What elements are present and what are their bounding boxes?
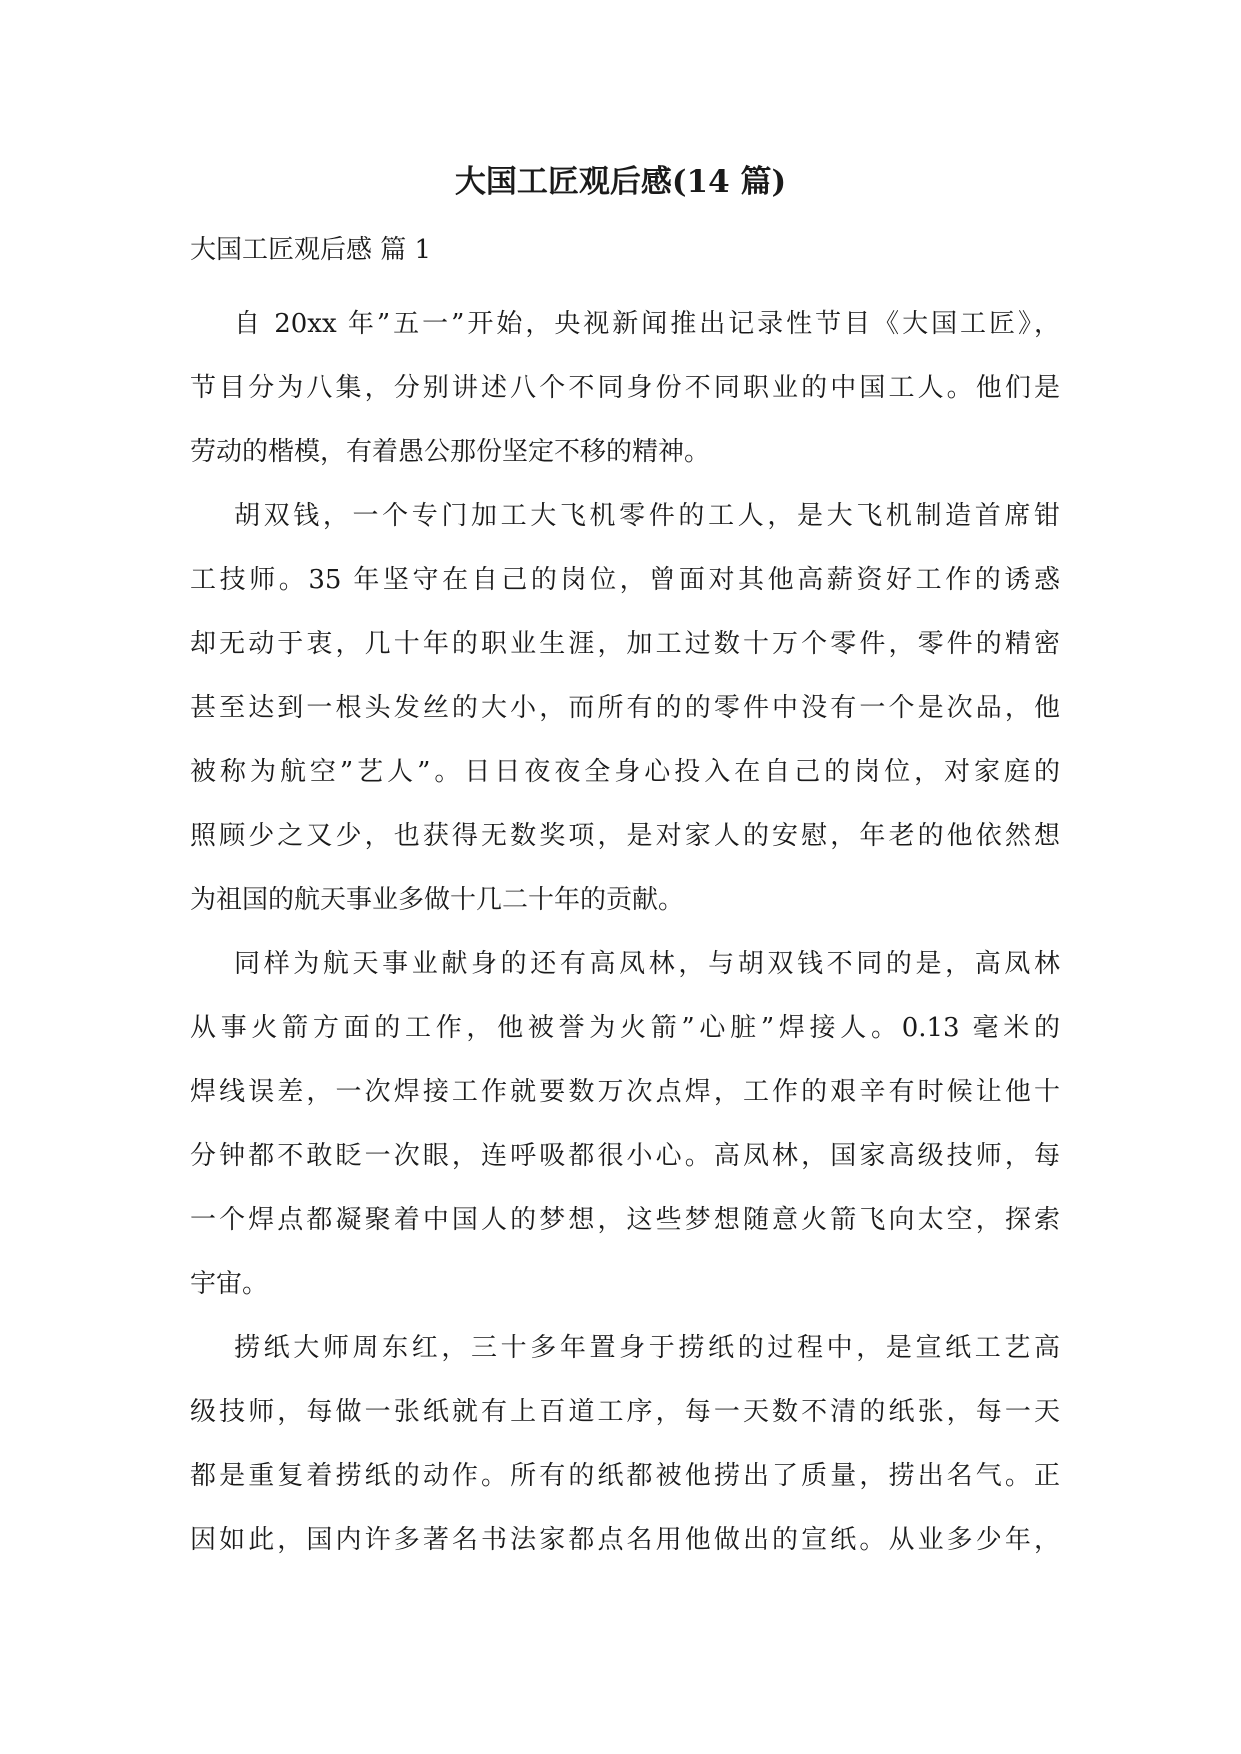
text-line: 都是重复着捞纸的动作。所有的纸都被他捞出了质量，捞出名气。正 — [190, 1461, 1060, 1491]
text-line: 因如此，国内许多著名书法家都点名用他做出的宣纸。从业多少年， — [190, 1525, 1060, 1555]
text-line: 胡双钱，一个专门加工大飞机零件的工人，是大飞机制造首席钳 — [234, 501, 1060, 531]
text-line: 级技师，每做一张纸就有上百道工序，每一天数不清的纸张，每一天 — [190, 1397, 1060, 1427]
text-line: 工技师。35 年坚守在自己的岗位，曾面对其他高薪资好工作的诱惑 — [190, 565, 1060, 595]
paragraph-3 — [190, 932, 1060, 1316]
section-heading: 大国工匠观后感 篇 1 — [190, 235, 432, 265]
text-line: 宇宙。 — [190, 1269, 269, 1299]
text-line: 分钟都不敢眨一次眼，连呼吸都很小心。高凤林，国家高级技师，每 — [190, 1141, 1060, 1171]
paragraph-2 — [190, 484, 1060, 932]
text-line: 捞纸大师周东红，三十多年置身于捞纸的过程中，是宣纸工艺高 — [234, 1333, 1060, 1363]
text-line: 为祖国的航天事业多做十几二十年的贡献。 — [190, 885, 685, 915]
text-line: 节目分为八集，分别讲述八个不同身份不同职业的中国工人。他们是 — [190, 373, 1060, 403]
paragraph-4 — [190, 1316, 1060, 1572]
text-line: 却无动于衷，几十年的职业生涯，加工过数十万个零件，零件的精密 — [190, 629, 1060, 659]
text-line: 甚至达到一根头发丝的大小，而所有的的零件中没有一个是次品，他 — [190, 693, 1060, 723]
paragraph-1 — [190, 292, 1060, 484]
document-body — [190, 292, 1060, 1572]
text-line: 被称为航空”艺人”。日日夜夜全身心投入在自己的岗位，对家庭的 — [190, 757, 1060, 787]
text-line: 同样为航天事业献身的还有高凤林，与胡双钱不同的是，高凤林 — [234, 949, 1060, 979]
text-line: 从事火箭方面的工作，他被誉为火箭”心脏”焊接人。0.13 毫米的 — [190, 1013, 1060, 1043]
text-line: 劳动的楷模，有着愚公那份坚定不移的精神。 — [190, 437, 711, 467]
text-line: 照顾少之又少，也获得无数奖项，是对家人的安慰，年老的他依然想 — [190, 821, 1060, 851]
text-line: 一个焊点都凝聚着中国人的梦想，这些梦想随意火箭飞向太空，探索 — [190, 1205, 1060, 1235]
text-line: 焊线误差，一次焊接工作就要数万次点焊，工作的艰辛有时候让他十 — [190, 1077, 1060, 1107]
document-title: 大国工匠观后感(14 篇) — [454, 164, 787, 200]
text-line: 自 20xx 年”五一”开始，央视新闻推出记录性节目《大国工匠》， — [234, 309, 1060, 339]
